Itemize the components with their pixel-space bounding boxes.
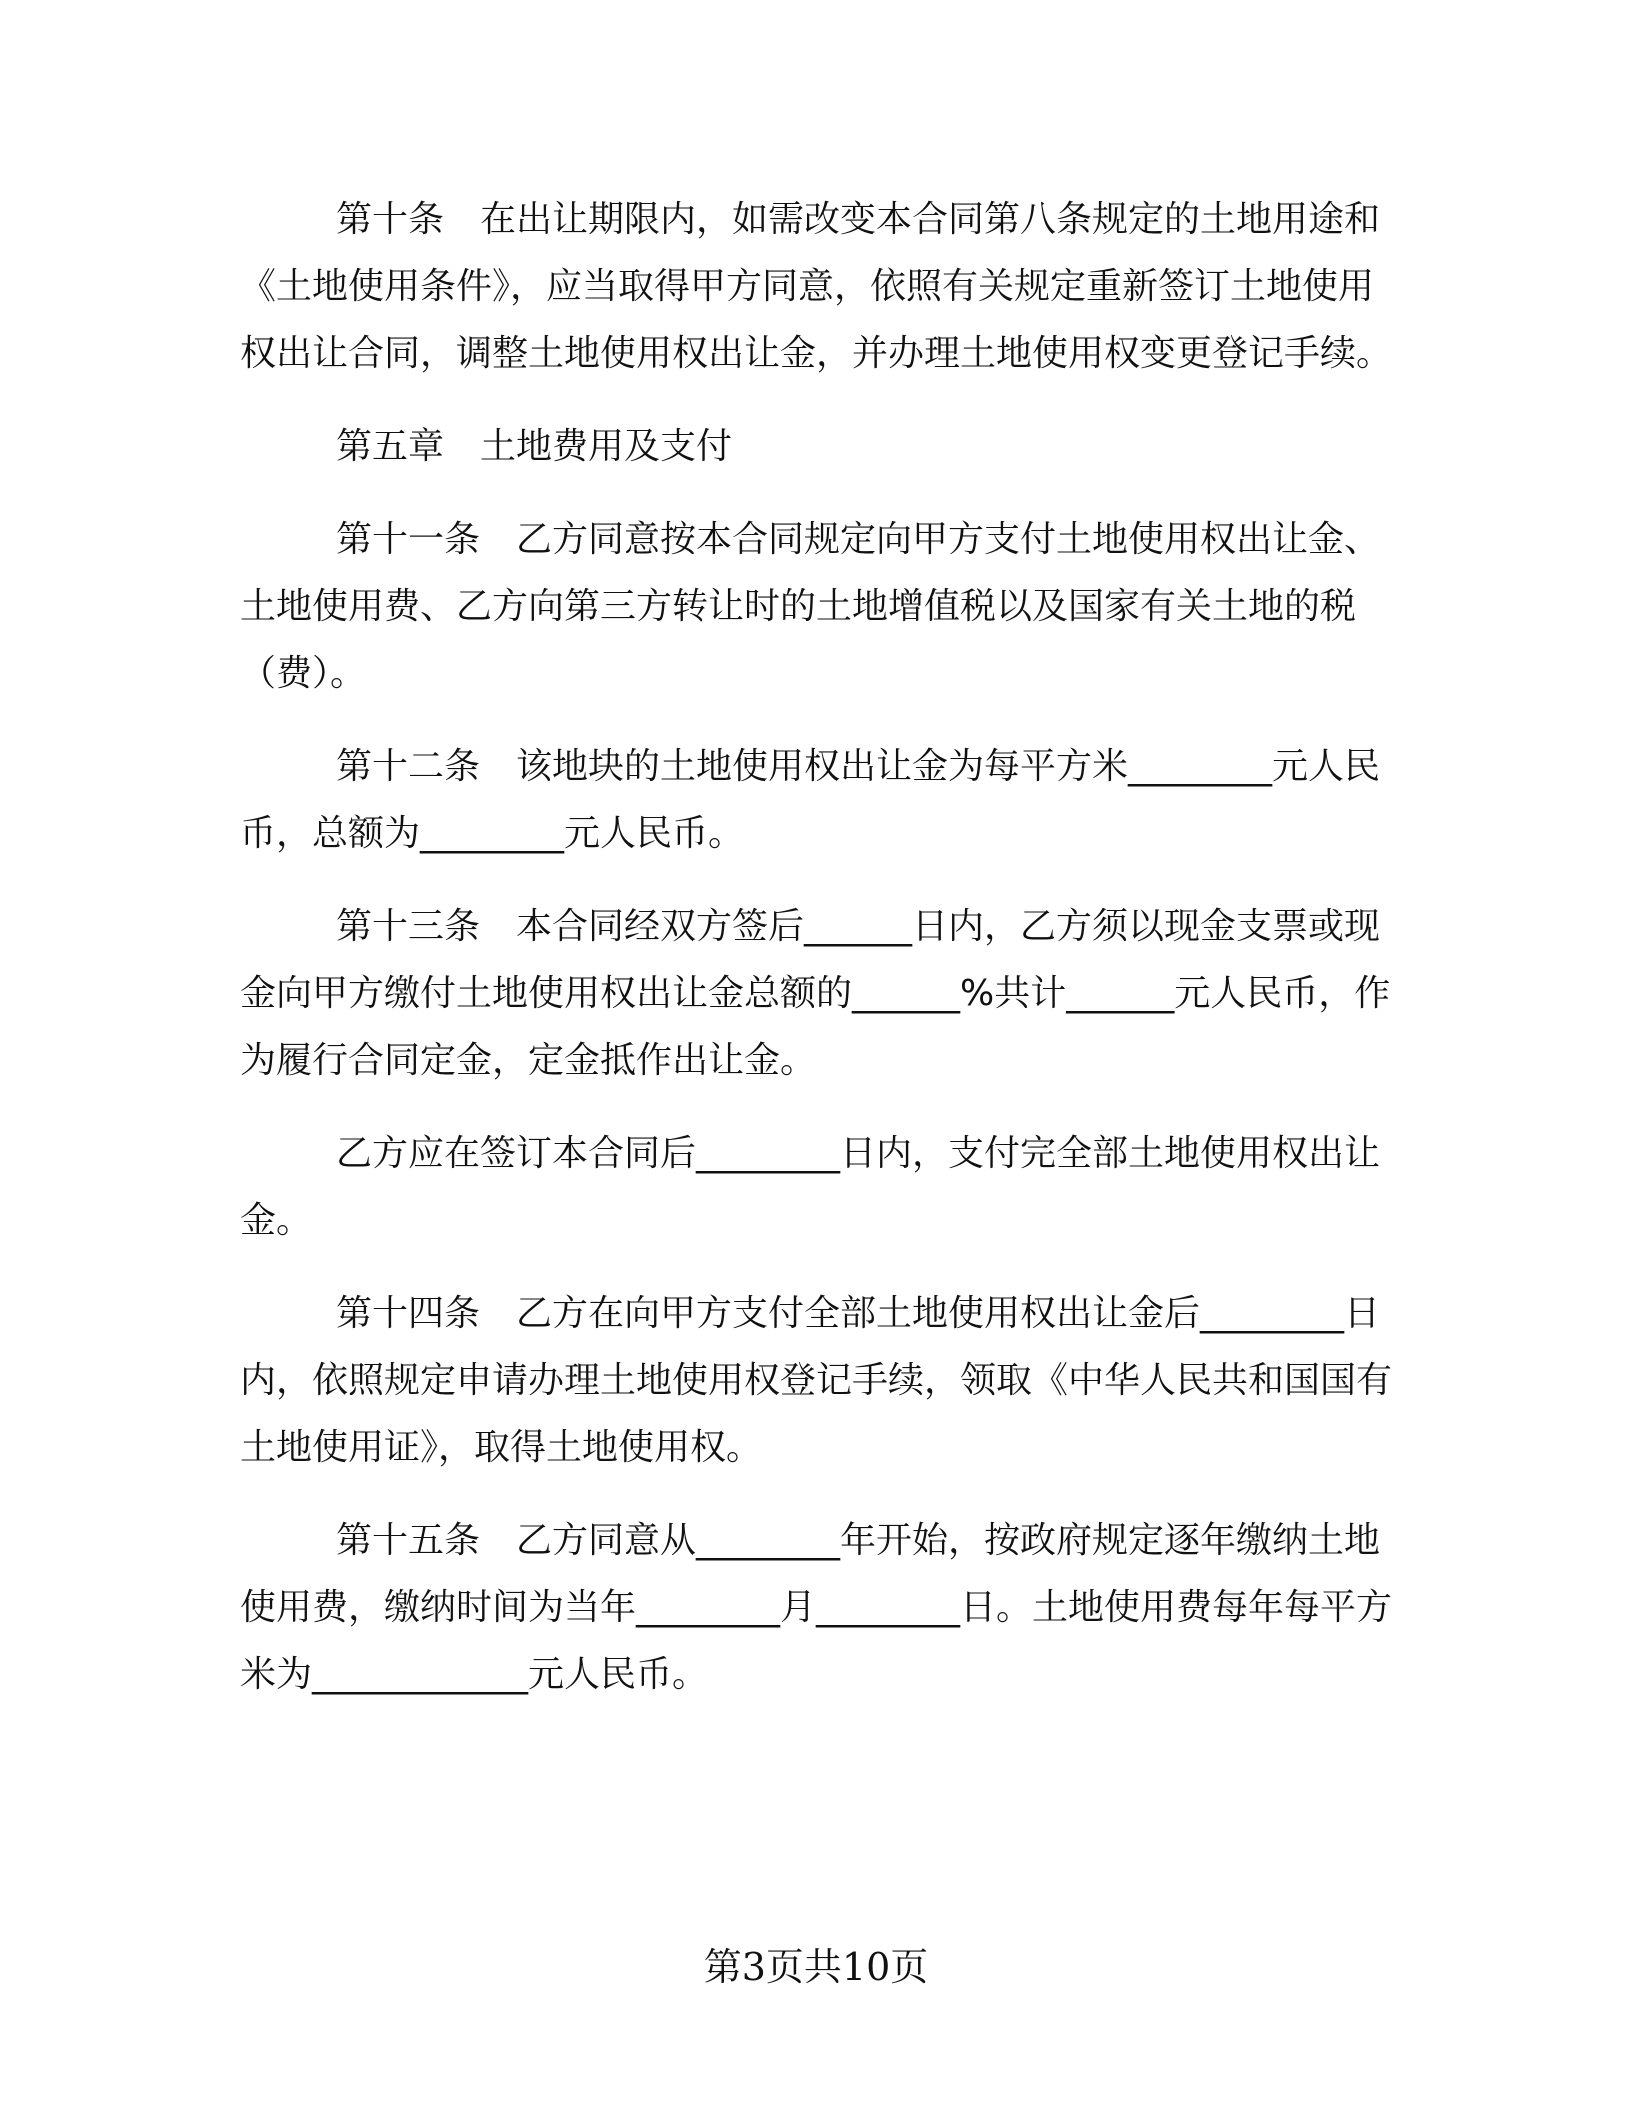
article-11: 第十一条 乙方同意按本合同规定向甲方支付土地使用权出让金、土地使用费、乙方向第三方转让时的土地增值税以及国家有关土地的税（费）。	[240, 519, 1381, 694]
article-14: 第十四条 乙方在向甲方支付全部土地使用权出让金后________日内，依照规定申请办理土地使用权登记手续，领取《中华人民共和国国有土地使用证》，取得土地使用权。	[240, 1293, 1393, 1468]
article-13: 第十三条 本合同经双方签后______日内，乙方须以现金支票或现金向甲方缴付土地使用权出让金总额的______%共计______元人民币，作为履行合同定金，定金抵作出让金。	[240, 906, 1391, 1081]
article-15: 第十五条 乙方同意从________年开始，按政府规定逐年缴纳土地使用费，缴纳时间为当年________月________日。土地使用费每年每平方米为____________元人民币。	[240, 1520, 1393, 1695]
page-number-footer: 第3页共10页	[703, 1945, 929, 1989]
article-13-payment: 乙方应在签订本合同后________日内，支付完全部土地使用权出让金。	[240, 1133, 1381, 1241]
article-12: 第十二条 该地块的土地使用权出让金为每平方米________元人民币，总额为________元人民币。	[240, 746, 1381, 854]
article-10: 第十条 在出让期限内，如需改变本合同第八条规定的土地用途和《土地使用条件》，应当取得甲方同意，依照有关规定重新签订土地使用权出让合同，调整土地使用权出让金，并办理土地使用权变更登记手续。	[240, 199, 1393, 374]
document-body	[240, 186, 1400, 1734]
chapter-5-heading: 第五章 土地费用及支付	[336, 426, 733, 467]
